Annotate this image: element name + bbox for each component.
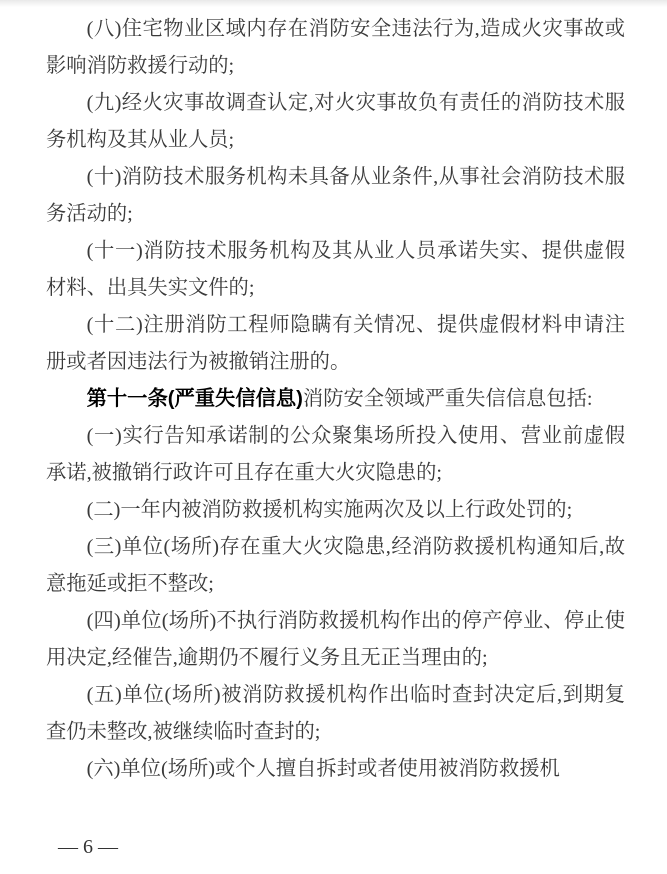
paragraph [46,307,625,381]
paragraph-text: (二)一年内被消防救援机构实施两次及以上行政处罚的; [86,499,573,521]
paragraph-text: (十二)注册消防工程师隐瞒有关情况、提供虚假材料申请注册或者因违法行为被撤销注册的。 [46,314,625,373]
paragraph [46,677,625,751]
paragraph-text: (九)经火灾事故调查认定,对火灾事故负有责任的消防技术服务机构及其从业人员; [46,92,625,151]
paragraph [46,381,625,418]
paragraph [46,85,625,159]
paragraph-text: (三)单位(场所)存在重大火灾隐患,经消防救援机构通知后,故意拖延或拒不整改; [46,536,625,595]
paragraph-text: (十)消防技术服务机构未具备从业条件,从事社会消防技术服务活动的; [46,166,625,225]
paragraph-text: (一)实行告知承诺制的公众聚集场所投入使用、营业前虚假承诺,被撤销行政许可且存在重大火灾隐患的; [46,425,625,484]
page-number: — 6 — [58,836,118,858]
paragraph-text: (四)单位(场所)不执行消防救援机构作出的停产停业、停止使用决定,经催告,逾期仍不履行义务且无正当理由的; [46,610,625,669]
article-heading: 第十一条(严重失信信息) [86,388,303,410]
paragraph-text: (十一)消防技术服务机构及其从业人员承诺失实、提供虚假材料、出具失实文件的; [46,240,625,299]
paragraph [46,233,625,307]
paragraph [46,159,625,233]
paragraph [46,418,625,492]
scan-artifact-top-edge [0,0,667,7]
paragraph [46,603,625,677]
document-body [46,11,625,788]
paragraph-text: (六)单位(场所)或个人擅自拆封或者使用被消防救援机 [86,758,560,780]
paragraph [46,11,625,85]
paragraph-text: (五)单位(场所)被消防救援机构作出临时查封决定后,到期复查仍未整改,被继续临时查封的; [46,684,625,743]
paragraph [46,751,625,788]
paragraph-text: 消防安全领域严重失信信息包括: [302,388,593,410]
paragraph [46,529,625,603]
paragraph-text: (八)住宅物业区域内存在消防安全违法行为,造成火灾事故或影响消防救援行动的; [46,18,625,77]
paragraph [46,492,625,529]
